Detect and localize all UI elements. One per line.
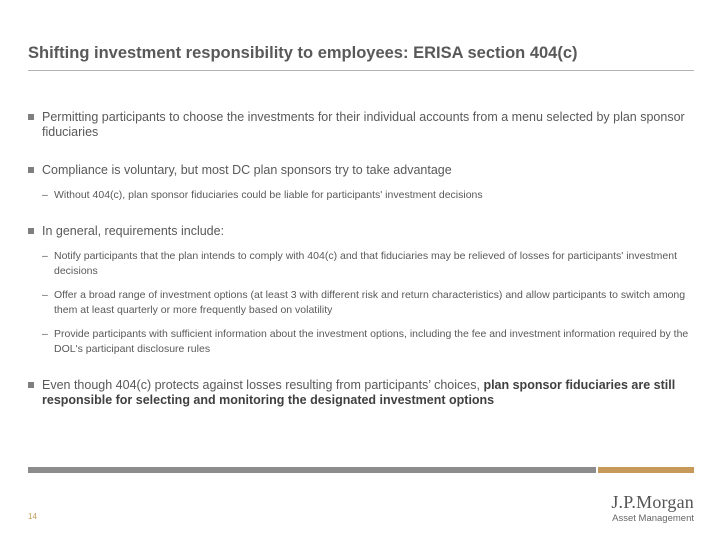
logo-division: Asset Management [612,513,694,524]
bullet-text-bold: plan sponsor fiduciaries are still responsible for selecting and monitoring the designated investment options [42,378,676,407]
bullet-text: Permitting participants to choose the investments for their individual accounts from a menu selected by plan sponsor fiduciaries [42,110,685,139]
logo-brand: J.P.Morgan [611,492,694,512]
sub-bullet-text: Without 404(c), plan sponsor fiduciaries could be liable for participants' investment decisions [54,189,483,201]
sub-bullet-text: Offer a broad range of investment options (at least 3 with different risk and return characteristics) and allow participants to switch among them at least quarterly or more frequently based on volatility [54,289,686,316]
dash-icon: – [42,189,48,201]
bullet-text [42,378,692,408]
dash-icon: – [42,250,48,262]
bullet-text: In general, requirements include: [42,224,225,238]
square-bullet-icon [28,382,34,388]
title-divider [28,70,694,71]
page-number: 14 [28,512,37,521]
dash-icon: – [42,328,48,340]
square-bullet-icon [28,228,34,234]
square-bullet-icon [28,114,34,120]
bullet-text-plain: Even though 404(c) protects against losses resulting from participants’ choices, [42,378,484,392]
square-bullet-icon [28,167,34,173]
bullet-text: Compliance is voluntary, but most DC plan sponsors try to take advantage [42,163,452,177]
slide-title: Shifting investment responsibility to employees: ERISA section 404(c) [28,44,578,62]
jpmorgan-logo [600,492,694,524]
sub-bullet-text: Provide participants with sufficient information about the investment options, including the fee and investment information required by the DOL's participant disclosure rules [54,328,689,355]
footer-bar-gold [598,467,694,473]
dash-icon: – [42,289,48,301]
footer-bar-gray [28,467,596,473]
sub-bullet-text: Notify participants that the plan intends to comply with 404(c) and that fiduciaries may be relieved of losses for participants' investment decisions [54,250,677,277]
